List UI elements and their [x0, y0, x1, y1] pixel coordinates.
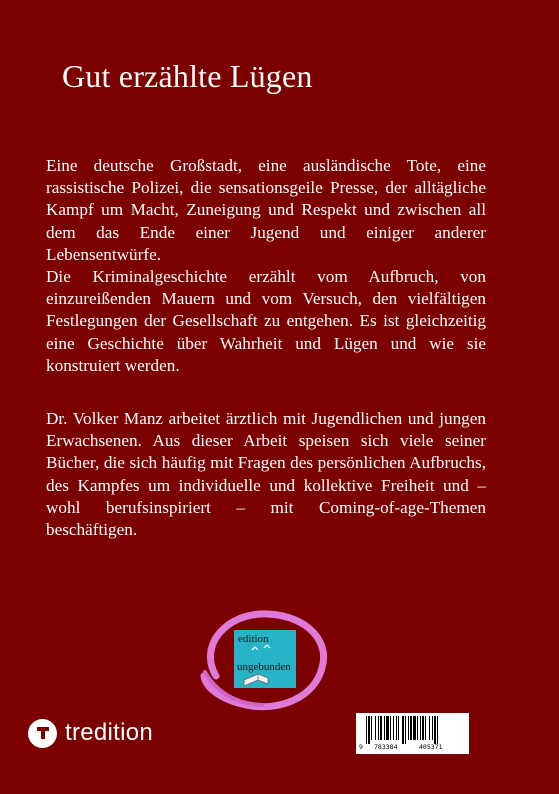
- imprint-logo: [28, 716, 153, 750]
- blurb-paragraph-1: Eine deutsche Großstadt, eine ausländische Tote, eine rassistische Polizei, die sensationsgeile Presse, der alltägliche Kampf um Macht, Zuneigung und Respekt und zwischen all dem das Ende einer Jugend und einiger anderer Lebensentwürfe.: [46, 156, 486, 264]
- book-title: Gut erzählte Lügen: [62, 58, 313, 94]
- imprint-name: tredition: [65, 719, 154, 746]
- ean-group-1: 783384: [374, 743, 398, 751]
- ean-group-2: 405371: [419, 743, 443, 751]
- publisher-logo: [196, 606, 332, 718]
- publisher-logo-line2: ungebunden: [237, 661, 291, 673]
- tredition-logo-icon: [28, 719, 57, 748]
- barcode-bars-icon: [360, 716, 465, 744]
- book-birds-icon: [234, 630, 296, 688]
- book-blurb: [46, 155, 486, 377]
- ean-prefix: 9: [359, 743, 363, 751]
- blurb-paragraph-2: Die Kriminalgeschichte erzählt vom Aufbruch, von einzureißenden Mauern und vom Versuch, den vielfältigen Festlegungen der Gesellschaft zu entgehen. Es ist gleichzeitig eine Geschichte über Wahrheit und Lügen und wie sie konstruiert werden.: [46, 267, 486, 375]
- publisher-logo-line1: edition: [238, 633, 269, 645]
- author-bio: [46, 408, 486, 541]
- author-bio-text: Dr. Volker Manz arbeitet ärztlich mit Jugendlichen und jungen Erwachsenen. Aus dieser Arbeit speisen sich viele seiner Bücher, die sich häufig mit Fragen des persönlichen Aufbruchs, des Kampfes um individuelle und kollektive Freiheit und – wohl berufsinspiriert – mit Coming-of-age-Themen beschäftigen.: [46, 409, 486, 540]
- publisher-logo-box: [234, 630, 296, 688]
- isbn-barcode: [356, 713, 469, 754]
